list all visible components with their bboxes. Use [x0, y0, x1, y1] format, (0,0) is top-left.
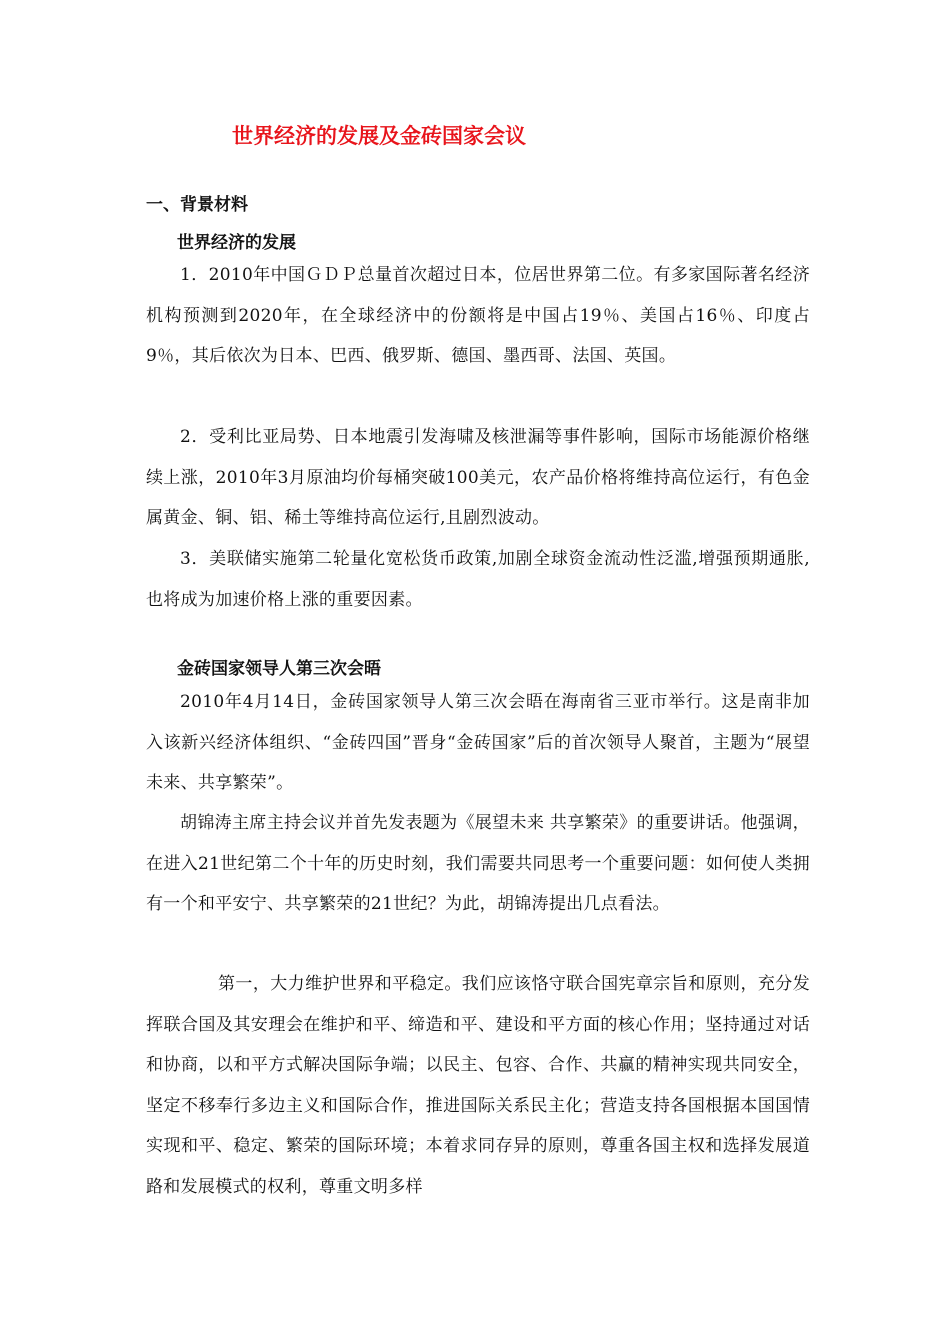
document-title: 世界经济的发展及金砖国家会议 [232, 124, 526, 148]
paragraph-fed-policy: 3．美联储实施第二轮量化宽松货币政策,加剧全球资金流动性泛滥,增强预期通胀,也将成为加速价格上涨的重要因素。 [146, 549, 810, 610]
subsection-heading-world-economy: 世界经济的发展 [177, 233, 296, 253]
paragraph-hu-speech: 胡锦涛主席主持会议并首先发表题为《展望未来 共享繁荣》的重要讲话。他强调，在进入21世纪第二个十年的历史时刻，我们需要共同思考一个重要问题：如何使人类拥有一个和平安宁、共享繁荣的21世纪？为此，胡锦涛提出几点看法。 [146, 813, 810, 914]
section-heading-background: 一、背景材料 [146, 195, 248, 215]
paragraph-gdp: 1．2010年中国ＧＤＰ总量首次超过日本，位居世界第二位。有多家国际著名经济机构预测到2020年，在全球经济中的份额将是中国占19％、美国占16％、印度占9％，其后依次为日本、巴西、俄罗斯、德国、墨西哥、法国、英国。 [146, 265, 810, 366]
paragraph-energy-prices: 2．受利比亚局势、日本地震引发海啸及核泄漏等事件影响，国际市场能源价格继续上涨，2010年3月原油均价每桶突破100美元，农产品价格将维持高位运行，有色金属黄金、铜、铝、稀土等维持高位运行,且剧烈波动。 [146, 427, 810, 528]
paragraph-first-point: 第一，大力维护世界和平稳定。我们应该恪守联合国宪章宗旨和原则，充分发挥联合国及其安理会在维护和平、缔造和平、建设和平方面的核心作用；坚持通过对话和协商，以和平方式解决国际争端；以民主、包容、合作、共赢的精神实现共同安全，坚定不移奉行多边主义和国际合作，推进国际关系民主化；营造支持各国根据本国国情实现和平、稳定、繁荣的国际环境；本着求同存异的原则，尊重各国主权和选择发展道路和发展模式的权利，尊重文明多样 [146, 974, 810, 1197]
subsection-heading-brics: 金砖国家领导人第三次会晤 [177, 659, 381, 679]
paragraph-brics-meeting: 2010年4月14日，金砖国家领导人第三次会晤在海南省三亚市举行。这是南非加入该新兴经济体组织、“金砖四国”晋身“金砖国家”后的首次领导人聚首，主题为“展望未来、共享繁荣”。 [146, 692, 810, 793]
